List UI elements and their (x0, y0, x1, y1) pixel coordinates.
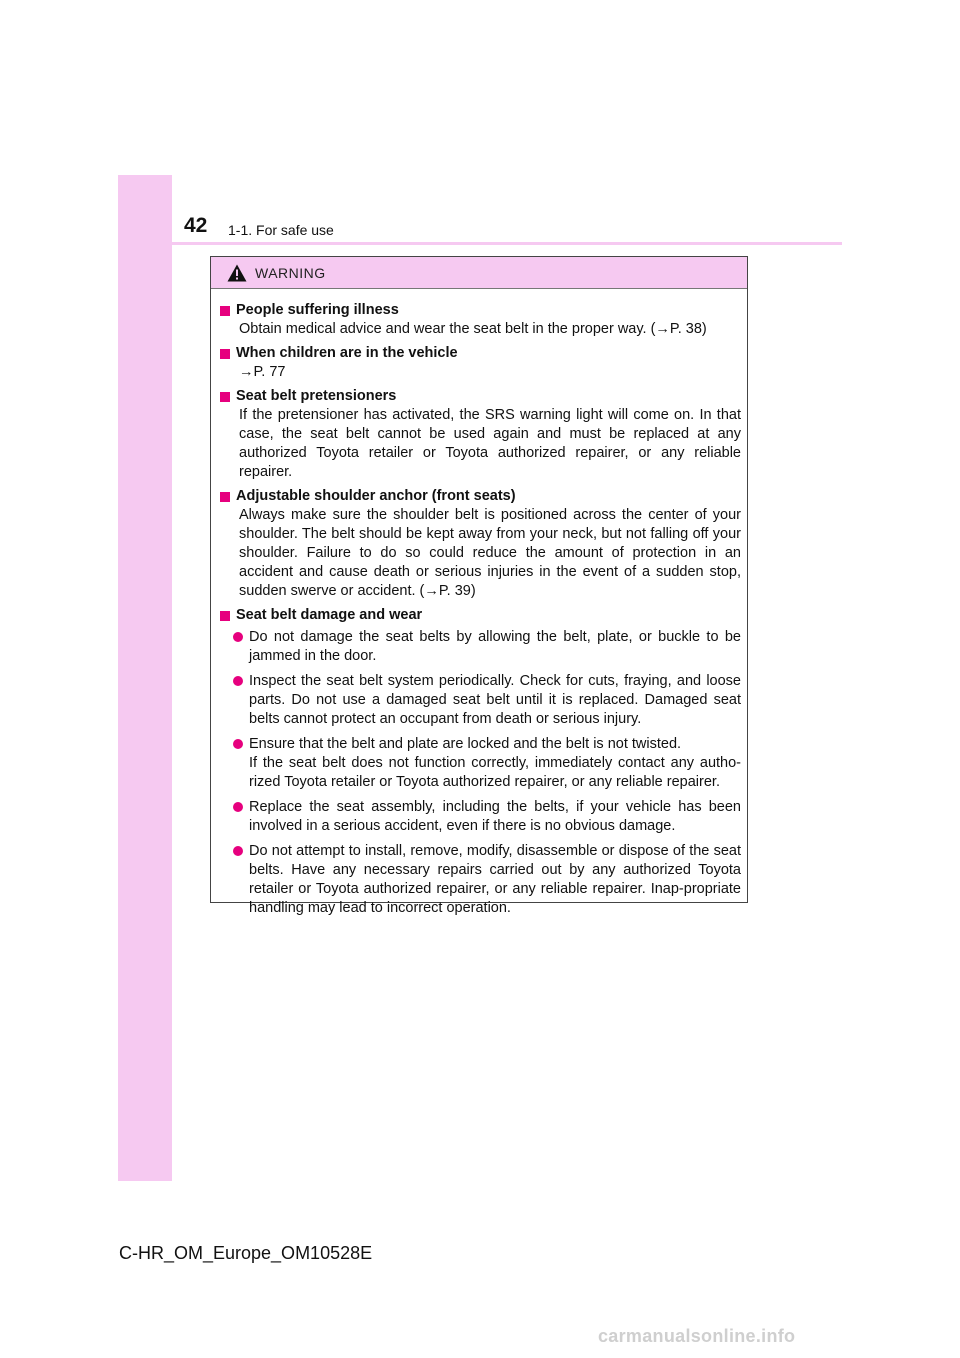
header-rule (118, 242, 842, 245)
list-item (229, 628, 741, 666)
warning-body (211, 289, 747, 918)
bullet-list (220, 628, 741, 918)
bullet-text-line: Ensure that the belt and plate are locked and the belt is not twisted. (249, 736, 682, 752)
section-title-row (220, 487, 741, 506)
watermark: carmanualsonline.info (598, 1326, 796, 1346)
section-pretensioners (220, 387, 741, 482)
section-text: Always make sure the shoulder belt is positioned across the center of your shoulder. The belt should be kept away from your neck, but not falling off your shoulder. Failure to do so could reduce the amount of protection in an accident and cause death or serious injuries in the event of a sudden stop, sudden swerve or accident. (→P. 39) (239, 507, 741, 599)
section-children (220, 344, 741, 382)
list-item (229, 842, 741, 918)
square-bullet-icon (220, 611, 230, 621)
circle-bullet-icon (233, 802, 243, 812)
section-heading: When children are in the vehicle (236, 345, 458, 361)
list-item (229, 798, 741, 836)
warning-box (210, 256, 748, 916)
bullet-text: Inspect the seat belt system periodically. Check for cuts, fraying, and loose parts. Do not use a damaged seat belt until it is replaced. Damaged seat belts cannot protect an occupant from death or serious injury. (249, 673, 741, 727)
warning-triangle-icon (227, 264, 247, 282)
section-heading: People suffering illness (236, 302, 399, 318)
warning-header (211, 257, 747, 289)
section-title: 1-1. For safe use (228, 222, 334, 238)
section-heading: Seat belt pretensioners (236, 388, 397, 404)
bullet-text-line: If the seat belt does not function correctly, immediately contact any autho-rized Toyota retailer or Toyota authorized repairer, or any reliable repairer. (249, 755, 741, 790)
section-title-row (220, 344, 741, 363)
section-text: →P. 77 (239, 364, 286, 380)
square-bullet-icon (220, 392, 230, 402)
warning-label: WARNING (255, 264, 326, 281)
section-heading: Adjustable shoulder anchor (front seats) (236, 488, 516, 504)
section-shoulder-anchor (220, 487, 741, 601)
bullet-text: Replace the seat assembly, including the belts, if your vehicle has been involved in a serious accident, even if there is no obvious damage. (249, 799, 741, 834)
circle-bullet-icon (233, 739, 243, 749)
circle-bullet-icon (233, 846, 243, 856)
list-item (229, 735, 741, 792)
section-title-row (220, 606, 741, 625)
section-title-row (220, 387, 741, 406)
bullet-text (249, 735, 741, 792)
section-text: If the pretensioner has activated, the SRS warning light will come on. In that case, the seat belt cannot be used again and must be replaced at any authorized Toyota retailer or Toyota authorized repairer, or any reliable repairer. (239, 407, 741, 480)
list-item (229, 672, 741, 729)
section-title-row (220, 301, 741, 320)
section-heading: Seat belt damage and wear (236, 607, 423, 623)
square-bullet-icon (220, 492, 230, 502)
circle-bullet-icon (233, 632, 243, 642)
square-bullet-icon (220, 349, 230, 359)
side-band (118, 175, 172, 1181)
section-people-illness (220, 301, 741, 339)
section-damage-wear (220, 606, 741, 918)
section-text: Obtain medical advice and wear the seat belt in the proper way. (→P. 38) (239, 321, 707, 337)
footer-document-code: C-HR_OM_Europe_OM10528E (119, 1243, 373, 1263)
circle-bullet-icon (233, 676, 243, 686)
square-bullet-icon (220, 306, 230, 316)
page-number: 42 (184, 214, 208, 237)
bullet-text: Do not damage the seat belts by allowing the belt, plate, or buckle to be jammed in the door. (249, 629, 741, 664)
bullet-text: Do not attempt to install, remove, modify, disassemble or dispose of the seat belts. Have any necessary repairs carried out by any authorized Toyota retailer or Toyota authorized repairer, or any reliable repairer. Inap-propriate handling may lead to incorrect operation. (249, 843, 741, 916)
